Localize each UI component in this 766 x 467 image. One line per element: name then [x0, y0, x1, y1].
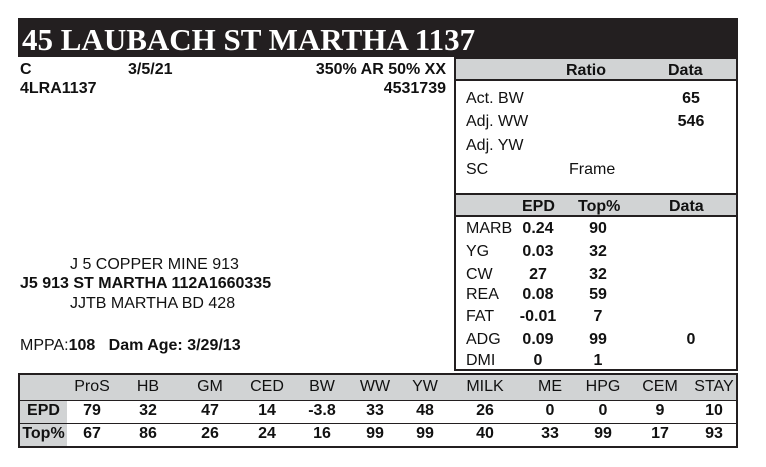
tag-id: 4LRA1137 [20, 80, 97, 97]
index-top-value: 99 [416, 425, 434, 442]
trait-label: ADG [466, 331, 501, 348]
trait-epd: 0.08 [522, 286, 554, 303]
dam-age-label: Dam Age: [108, 337, 183, 354]
index-column-header: ProS [74, 378, 110, 395]
trait-epd: 27 [529, 266, 547, 283]
trait-label: FAT [466, 308, 495, 325]
traits-header [456, 193, 736, 217]
index-top-value: 86 [139, 425, 157, 442]
trait-top: 90 [589, 220, 607, 237]
index-epd-value: 26 [476, 402, 494, 419]
measure-label: Adj. WW [466, 113, 529, 130]
index-top-value: 40 [476, 425, 494, 442]
mppa-value: 108 [68, 337, 96, 354]
lot-title: 45 LAUBACH ST MARTHA 1137 [18, 18, 738, 57]
index-epd-value: 48 [416, 402, 434, 419]
breed-composition: 350% AR 50% XX [315, 61, 446, 78]
birth-date: 3/5/21 [128, 61, 173, 78]
index-top-value: 99 [594, 425, 612, 442]
measures-header [456, 57, 736, 81]
animal-card [18, 18, 738, 448]
measure-label: Adj. YW [466, 137, 524, 154]
measure-label: Act. BW [466, 90, 524, 107]
index-epd-value: 0 [598, 402, 608, 419]
measure-label: SC [466, 161, 489, 178]
frame-label: Frame [569, 161, 616, 178]
trait-data-header: Data [669, 198, 704, 215]
index-top-value: 16 [313, 425, 331, 442]
trait-label: MARB [466, 220, 513, 237]
measure-data: 546 [677, 113, 705, 130]
index-epd-value: 9 [655, 402, 665, 419]
index-epd-value: 10 [705, 402, 723, 419]
trait-top: 32 [589, 243, 607, 260]
epd-index-table [18, 373, 738, 448]
index-epd-value: 32 [139, 402, 157, 419]
trait-label: YG [466, 243, 490, 260]
trait-label: DMI [466, 352, 496, 369]
top-header: Top% [578, 198, 621, 215]
index-column-header: WW [359, 378, 391, 395]
pedigree-sire: J 5 COPPER MINE 913 [70, 256, 239, 273]
index-epd-value: 0 [545, 402, 555, 419]
row-divider [20, 423, 736, 424]
index-column-header: STAY [694, 378, 734, 395]
trait-top: 7 [593, 308, 603, 325]
index-column-header: GM [197, 378, 223, 395]
measure-data: 65 [682, 90, 700, 107]
registration-number: 4531739 [383, 80, 446, 97]
header-divider [20, 400, 736, 401]
index-top-value: 26 [201, 425, 219, 442]
index-top-value: 24 [258, 425, 276, 442]
trait-epd: -0.01 [519, 308, 557, 325]
trait-label: REA [466, 286, 499, 303]
index-column-header: MILK [466, 378, 504, 395]
index-column-header: HB [136, 378, 160, 395]
index-column-header: ME [538, 378, 562, 395]
mppa [20, 337, 241, 355]
index-column-header: YW [412, 378, 438, 395]
index-column-header: BW [309, 378, 335, 395]
trait-epd: 0 [533, 352, 543, 369]
pedigree-dam: J5 913 ST MARTHA 112A1660335 [20, 275, 272, 292]
index-epd-value: 47 [201, 402, 219, 419]
dam-age-value: 3/29/13 [187, 337, 241, 354]
index-top-value: 17 [651, 425, 669, 442]
trait-epd: 0.24 [522, 220, 554, 237]
epd-row-label: EPD [27, 402, 60, 419]
index-column-header: CEM [642, 378, 678, 395]
index-column-header: HPG [585, 378, 621, 395]
index-epd-value: 14 [258, 402, 276, 419]
pedigree-maternal-grandsire: JJTB MARTHA BD 428 [70, 295, 236, 312]
index-epd-value: 79 [83, 402, 101, 419]
trait-epd: 0.09 [522, 331, 554, 348]
type-code: C [20, 61, 32, 78]
data-header: Data [668, 62, 703, 79]
trait-top: 99 [589, 331, 607, 348]
mppa-label: MPPA: [20, 337, 69, 354]
ratio-header: Ratio [566, 62, 606, 79]
trait-top: 32 [589, 266, 607, 283]
trait-epd: 0.03 [522, 243, 554, 260]
index-top-value: 67 [83, 425, 101, 442]
index-top-value: 99 [366, 425, 384, 442]
epd-header: EPD [522, 198, 555, 215]
trait-top: 1 [593, 352, 603, 369]
trait-top: 59 [589, 286, 607, 303]
performance-panel [454, 57, 738, 371]
trait-data: 0 [686, 331, 696, 348]
index-column-header: CED [250, 378, 284, 395]
index-top-value: 93 [705, 425, 723, 442]
index-epd-value: 33 [366, 402, 384, 419]
index-top-value: 33 [541, 425, 559, 442]
trait-label: CW [466, 266, 493, 283]
top-row-label: Top% [22, 425, 65, 442]
index-epd-value: -3.8 [308, 402, 336, 419]
